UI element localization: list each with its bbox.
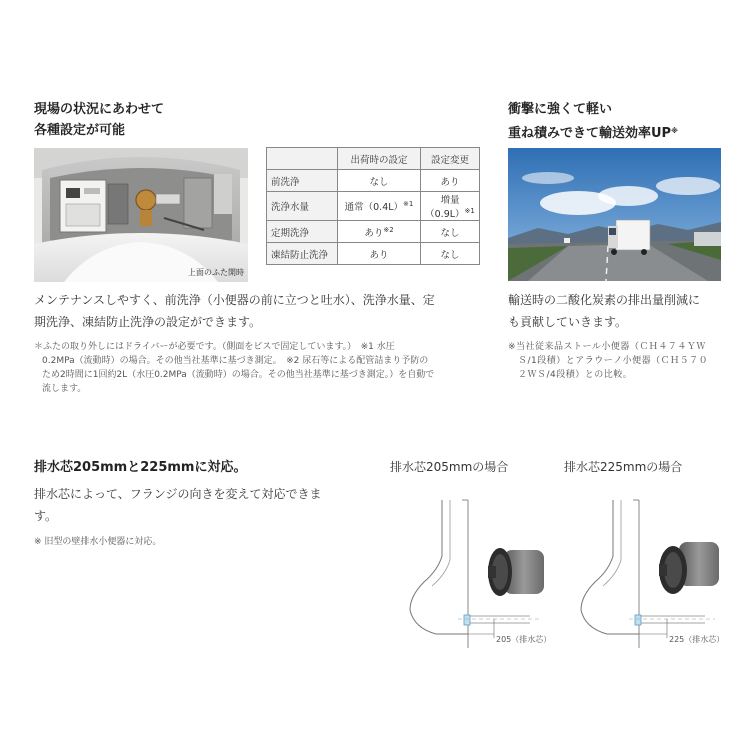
diagram-205-dimension: 205（排水芯） — [496, 635, 552, 644]
diagram-205-title: 排水芯205mmの場合 — [390, 460, 509, 474]
default-cell — [338, 170, 421, 192]
section2-body-line1: 輸送時の二酸化炭素の排出量削減に — [508, 293, 701, 307]
change-cell — [421, 170, 480, 192]
photo-caption: 上面のふた開時 — [188, 268, 244, 277]
table-header-cell: 出荷時の設定 — [338, 148, 421, 170]
default-value: 通常（0.4L） — [344, 202, 404, 213]
section1-note-line: ＊ふたの取り外しにはドライバーが必要です。（側面をビスで固定しています。） ※1 水圧 — [34, 342, 395, 352]
section2-notes — [508, 340, 738, 382]
row-label: 前洗浄 — [267, 170, 338, 192]
section2-heading-footnote: ※ — [671, 127, 678, 135]
section2-heading-text: 重ね積みできて輸送効率UP — [508, 126, 672, 141]
row-label: 凍結防止洗浄 — [267, 243, 338, 265]
section3-body — [34, 483, 364, 527]
change-value: なし — [440, 249, 460, 261]
table-header-row — [267, 148, 480, 170]
default-cell — [338, 221, 421, 243]
default-footnote: ※1 — [403, 200, 414, 208]
section1-body — [34, 289, 484, 333]
section2-heading-line2 — [508, 121, 678, 144]
default-footnote: ※2 — [383, 225, 394, 234]
section3-note: ※ 旧型の壁排水小便器に対応。 — [34, 537, 162, 547]
diagram-205 — [380, 478, 550, 658]
row-label: 定期洗浄 — [267, 221, 338, 243]
table-row — [267, 170, 480, 192]
section3-body-line2: す。 — [34, 509, 58, 523]
section3-heading: 排水芯205mmと225mmに対応。 — [34, 460, 247, 475]
section1-note-line: 0.2MPa（流動時）の場合。その他当社基準に基づき測定。 ※2 尿石等による配管詰まり予防の — [42, 356, 429, 366]
section1-body-line2: 期洗浄、凍結防止洗浄の設定ができます。 — [34, 315, 262, 329]
table-header-cell: 設定変更 — [421, 148, 480, 170]
default-cell — [338, 243, 421, 265]
section1-note-line: ため2時間に1回約2L（水圧0.2MPa（流動時）の場合。その他当社基準に基づき測定。）を自動で — [42, 370, 435, 380]
change-value: 増量（0.9L） — [425, 195, 465, 220]
row-label: 洗浄水量 — [267, 192, 338, 221]
section1-notes — [34, 340, 484, 396]
section1-note-line: 流します。 — [42, 384, 87, 394]
section1-heading-line1: 現場の状況にあわせて — [34, 102, 165, 117]
section2-note-line: ※当社従来品ストール小便器（ＣＨ４７４ＹＷ — [508, 342, 706, 352]
change-cell — [421, 243, 480, 265]
section2-body — [508, 289, 738, 333]
default-value: なし — [369, 176, 389, 188]
section1-heading-line2: 各種設定が可能 — [34, 123, 126, 138]
section2-note-line: ２ＷＳ/4段積）との比較。 — [518, 370, 633, 380]
default-cell — [338, 192, 421, 221]
table-row — [267, 221, 480, 243]
section2-note-line: Ｓ/1段積）とアラウーノ小便器（ＣＨ５７０ — [518, 356, 709, 366]
section1-body-line1: メンテナンスしやすく、前洗浄（小便器の前に立つと吐水）、洗浄水量、定 — [34, 293, 435, 307]
change-cell — [421, 192, 480, 221]
section2-body-line2: も貢献していきます。 — [508, 315, 628, 329]
lid-open-photo — [34, 148, 248, 282]
settings-table — [266, 147, 480, 265]
change-cell — [421, 221, 480, 243]
change-footnote: ※1 — [464, 207, 475, 215]
table-row — [267, 243, 480, 265]
table-header-cell — [267, 148, 338, 170]
change-value: あり — [440, 176, 460, 188]
change-value: なし — [440, 227, 460, 239]
table-row — [267, 192, 480, 221]
diagram-225 — [555, 478, 735, 658]
default-value: あり — [364, 227, 384, 239]
section2-heading-line1: 衝撃に強くて軽い — [508, 102, 613, 117]
diagram-225-dimension: 225（排水芯） — [669, 635, 725, 644]
truck-highway-photo — [508, 148, 721, 281]
section3-body-line1: 排水芯によって、フランジの向きを変えて対応できま — [34, 487, 322, 501]
diagram-225-title: 排水芯225mmの場合 — [564, 460, 683, 474]
default-value: あり — [369, 249, 389, 261]
